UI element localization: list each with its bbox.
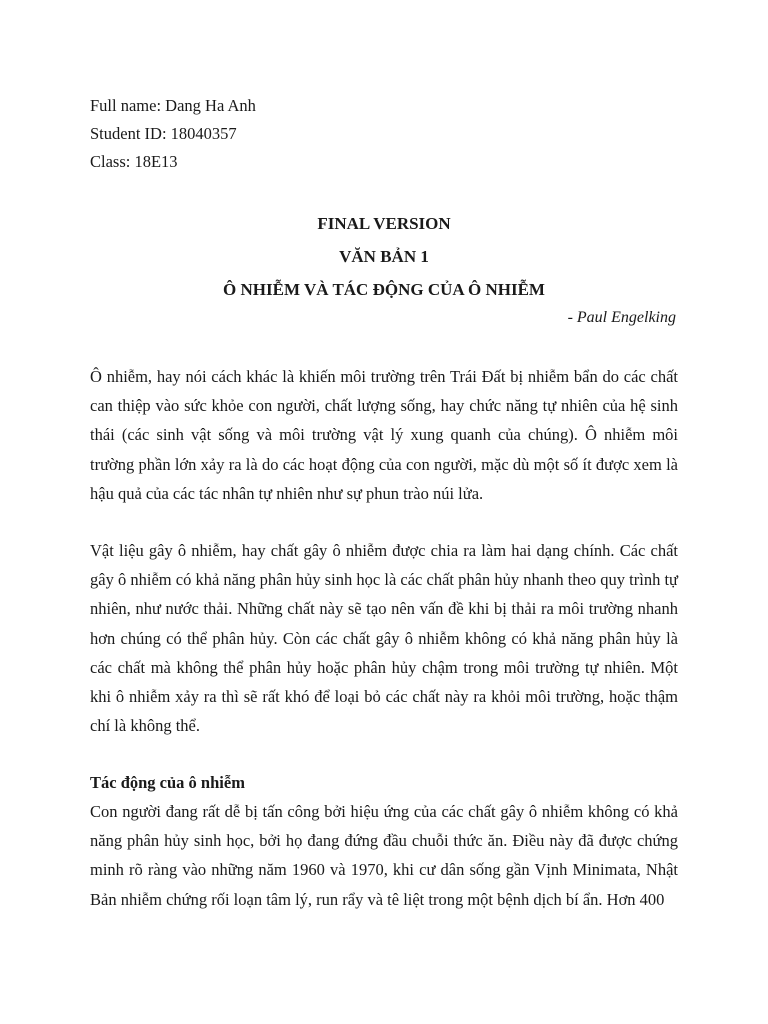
- section-heading: Tác động của ô nhiễm: [90, 773, 245, 792]
- full-name-line: Full name: Dang Ha Anh: [90, 96, 256, 115]
- author-attribution: - Paul Engelking: [567, 309, 676, 326]
- class-line: Class: 18E13: [90, 152, 178, 171]
- paragraph-3: Con người đang rất dễ bị tấn công bởi hiệu ứng của các chất gây ô nhiễm không có khả năng phân hủy sinh học, bởi họ đang đứng đầu chuỗi thức ăn. Điều này đã được chứng minh rõ ràng vào những năm 1960 và 1970, khi cư dân sống gần Vịnh Minimata, Nhật Bản nhiễm chứng rối loạn tâm lý, run rẩy và tê liệt trong một bệnh dịch bí ẩn. Hơn 400: [90, 802, 678, 909]
- student-info: [90, 92, 256, 176]
- document-titles: [0, 207, 768, 306]
- paragraph-2: Vật liệu gây ô nhiễm, hay chất gây ô nhiễm được chia ra làm hai dạng chính. Các chất gây ô nhiễm có khả năng phân hủy sinh học là các chất phân hủy nhanh theo quy trình tự nhiên, như nước thải. Những chất này sẽ tạo nên vấn đề khi bị thải ra môi trường nhanh hơn chúng có thể phân hủy. Còn các chất gây ô nhiễm không có khả năng phân hủy là các chất mà không thể phân hủy hoặc phân hủy chậm trong môi trường tự nhiên. Một khi ô nhiễm xảy ra thì sẽ rất khó để loại bỏ các chất này ra khỏi môi trường, hoặc thậm chí là không thể.: [90, 541, 678, 736]
- student-id-line: Student ID: 18040357: [90, 124, 237, 143]
- title-final-version: FINAL VERSION: [317, 214, 451, 233]
- paragraph-1: Ô nhiễm, hay nói cách khác là khiến môi trường trên Trái Đất bị nhiễm bẩn do các chất can thiệp vào sức khỏe con người, chất lượng sống, hay chức năng tự nhiên của hệ sinh thái (các sinh vật sống và môi trường vật lý xung quanh của chúng). Ô nhiễm môi trường phần lớn xảy ra là do các hoạt động của con người, mặc dù một số ít được xem là hậu quả của các tác nhân tự nhiên như sự phun trào núi lửa.: [90, 367, 678, 503]
- title-main: Ô NHIỄM VÀ TÁC ĐỘNG CỦA Ô NHIỄM: [223, 280, 545, 299]
- title-text-number: VĂN BẢN 1: [339, 247, 429, 266]
